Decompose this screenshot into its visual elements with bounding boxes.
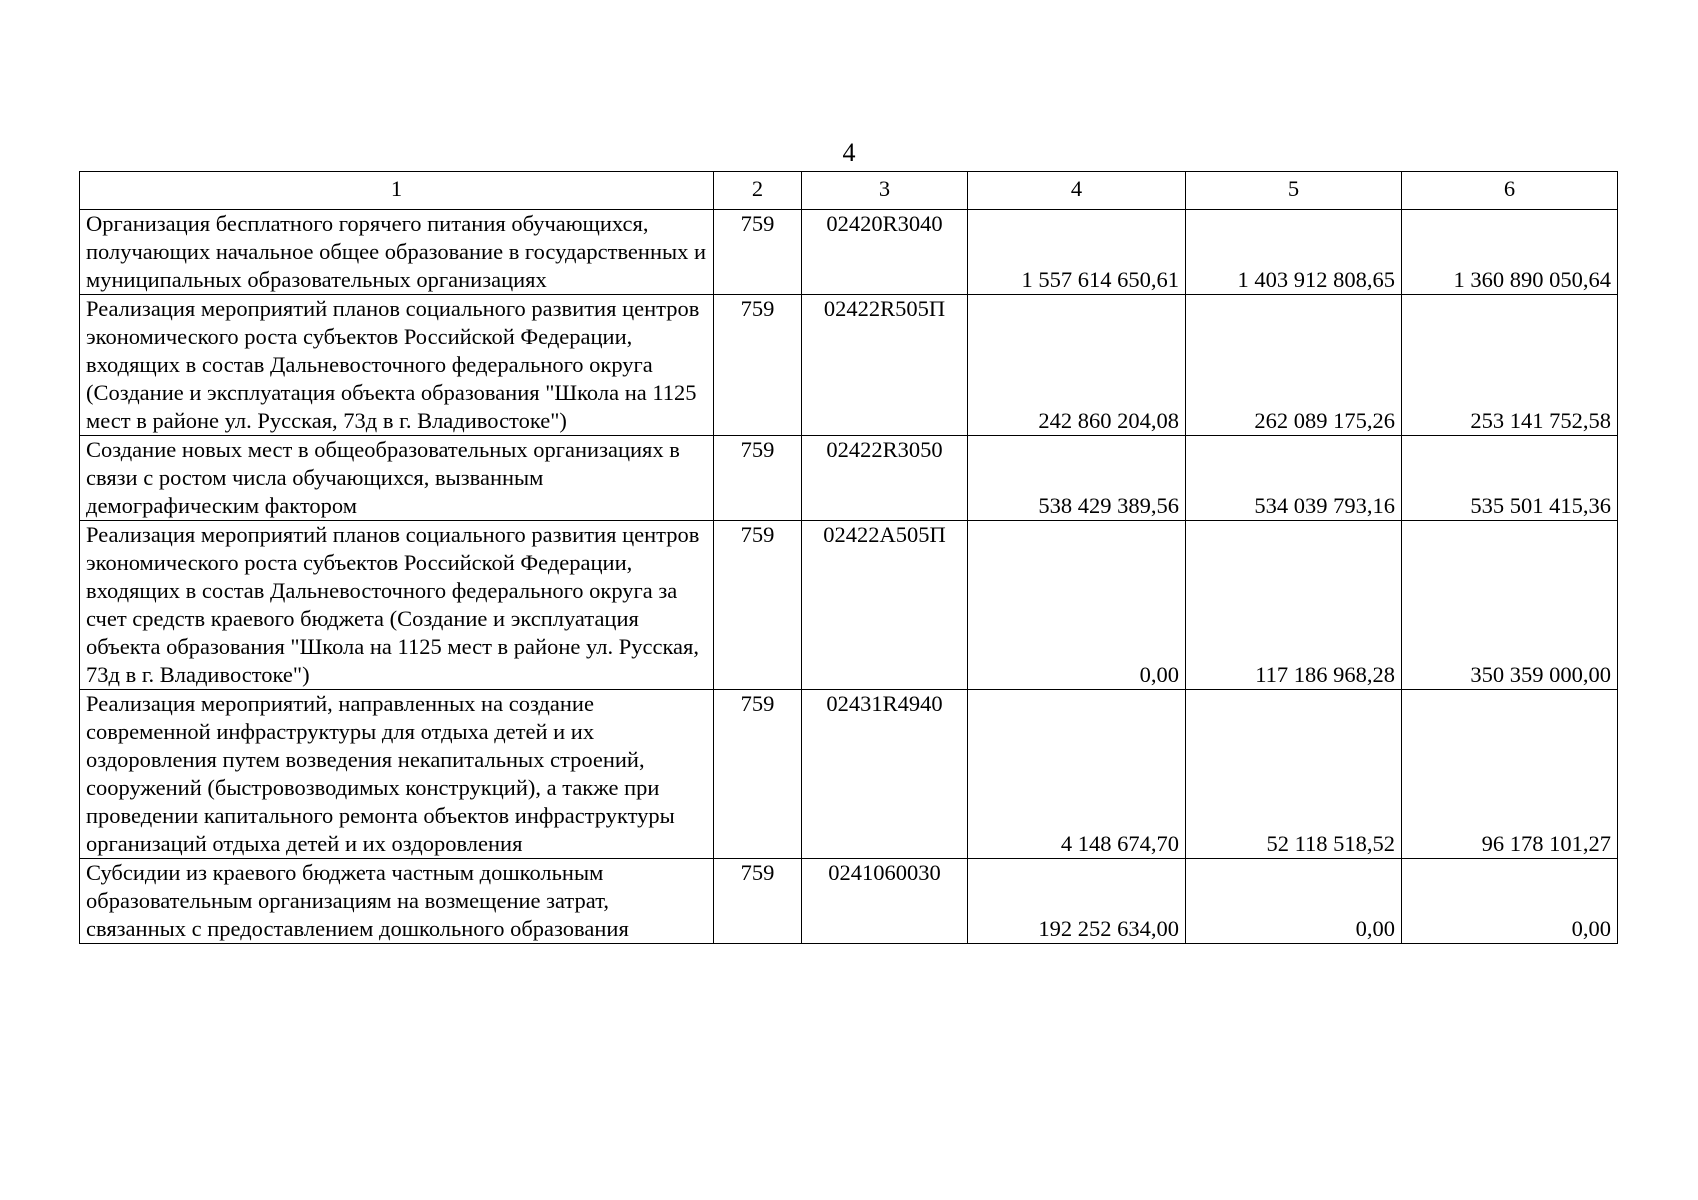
- row-amount-col5-cell: 534 039 793,16: [1186, 436, 1402, 521]
- row-target-code-cell: 02431R4940: [802, 690, 968, 859]
- table-row: [80, 436, 1618, 521]
- header-col-5: 5: [1186, 172, 1402, 210]
- row-amount-col6-cell: 1 360 890 050,64: [1402, 210, 1618, 295]
- row-name-cell: Субсидии из краевого бюджета частным дошкольным образовательным организациям на возмещение затрат, связанных с предоставлением дошкольного образования: [80, 859, 714, 944]
- row-target-code-cell: 02422R3050: [802, 436, 968, 521]
- table-header-row: [80, 172, 1618, 210]
- row-amount-col4-cell: 0,00: [968, 521, 1186, 690]
- row-code-cell: 759: [714, 690, 802, 859]
- row-amount-col5-cell: 262 089 175,26: [1186, 295, 1402, 436]
- row-amount-col4-cell: 538 429 389,56: [968, 436, 1186, 521]
- row-name-cell: Реализация мероприятий планов социального развития центров экономического роста субъектов Российской Федерации, входящих в состав Дальневосточного федерального округа (Создание и эксплуатация объекта образования "Школа на 1125 мест в районе ул. Русская, 73д в г. Владивостоке"): [80, 295, 714, 436]
- row-name-cell: Реализация мероприятий планов социального развития центров экономического роста субъектов Российской Федерации, входящих в состав Дальневосточного федерального округа за счет средств краевого бюджета (Создание и эксплуатация объекта образования "Школа на 1125 мест в районе ул. Русская, 73д в г. Владивостоке"): [80, 521, 714, 690]
- row-code-cell: 759: [714, 295, 802, 436]
- row-code-cell: 759: [714, 859, 802, 944]
- header-col-2: 2: [714, 172, 802, 210]
- table-row: [80, 859, 1618, 944]
- page-number: 4: [842, 138, 856, 167]
- row-amount-col4-cell: 242 860 204,08: [968, 295, 1186, 436]
- table-row: [80, 690, 1618, 859]
- header-col-1: 1: [80, 172, 714, 210]
- table-row: [80, 210, 1618, 295]
- row-amount-col5-cell: 117 186 968,28: [1186, 521, 1402, 690]
- table-row: [80, 521, 1618, 690]
- row-amount-col4-cell: 192 252 634,00: [968, 859, 1186, 944]
- row-amount-col6-cell: 350 359 000,00: [1402, 521, 1618, 690]
- row-code-cell: 759: [714, 521, 802, 690]
- row-amount-col6-cell: 535 501 415,36: [1402, 436, 1618, 521]
- row-amount-col5-cell: 0,00: [1186, 859, 1402, 944]
- row-target-code-cell: 02420R3040: [802, 210, 968, 295]
- table-row: [80, 295, 1618, 436]
- row-name-cell: Создание новых мест в общеобразовательных организациях в связи с ростом числа обучающихся, вызванным демографическим фактором: [80, 436, 714, 521]
- header-col-4: 4: [968, 172, 1186, 210]
- row-amount-col5-cell: 52 118 518,52: [1186, 690, 1402, 859]
- row-code-cell: 759: [714, 436, 802, 521]
- row-target-code-cell: 0241060030: [802, 859, 968, 944]
- row-amount-col4-cell: 1 557 614 650,61: [968, 210, 1186, 295]
- row-name-cell: Реализация мероприятий, направленных на создание современной инфраструктуры для отдыха детей и их оздоровления путем возведения некапитальных строений, сооружений (быстровозводимых конструкций), а также при проведении капитального ремонта объектов инфраструктуры организаций отдыха детей и их оздоровления: [80, 690, 714, 859]
- row-code-cell: 759: [714, 210, 802, 295]
- row-target-code-cell: 02422R505П: [802, 295, 968, 436]
- row-name-cell: Организация бесплатного горячего питания обучающихся, получающих начальное общее образование в государственных и муниципальных образовательных организациях: [80, 210, 714, 295]
- row-amount-col6-cell: 96 178 101,27: [1402, 690, 1618, 859]
- budget-table: [79, 171, 1618, 944]
- header-col-3: 3: [802, 172, 968, 210]
- row-amount-col6-cell: 253 141 752,58: [1402, 295, 1618, 436]
- row-amount-col6-cell: 0,00: [1402, 859, 1618, 944]
- row-target-code-cell: 02422А505П: [802, 521, 968, 690]
- header-col-6: 6: [1402, 172, 1618, 210]
- row-amount-col4-cell: 4 148 674,70: [968, 690, 1186, 859]
- row-amount-col5-cell: 1 403 912 808,65: [1186, 210, 1402, 295]
